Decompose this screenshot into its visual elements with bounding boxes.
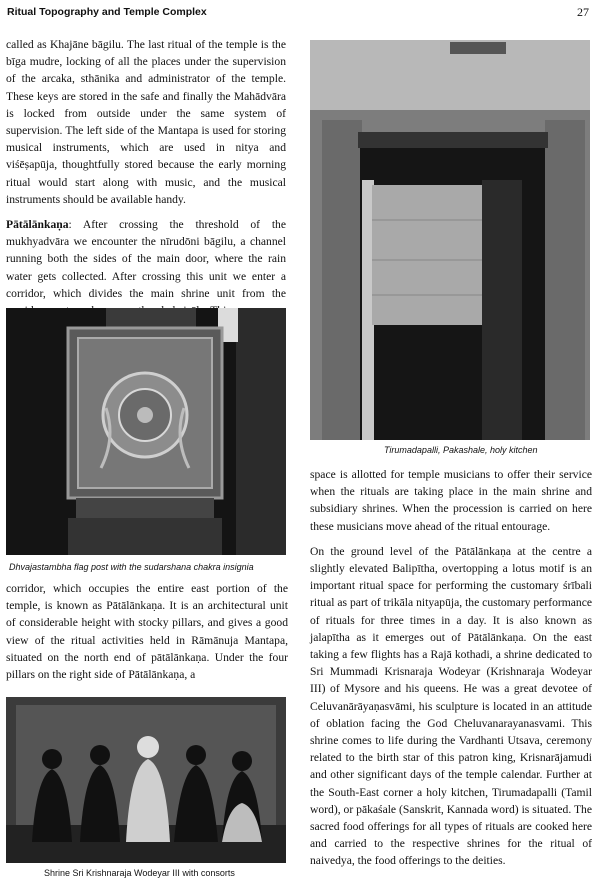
paragraph-balipitha: On the ground level of the Pātālānkaṇa at the centre a slightly elevated Balipītha, overtopping a lotus motif is an important ritual space for performing the customary śrībali ritual as part of trikāla nityapūja, the customary performance of rituals for three times in a day. It is also known as jalapītha as it emerges out of Pātālānkaṇa. On the east taking a few flights has a Rajā kothadi, a shrine dedicated to Sri Mummadi Krisnaraja Wodeyar (Krishnaraja Wodeyar III) of Mysore and his queens. He was a great devotee of Celuvanārāyaṇasvāmi, his sculpture is located in an attitude of oblation facing the God Cheluvanarayanasvami. This shrine comes to life during the Vardhanti Utsava, ceremony related to the birth star of this patron king, Krisnarājamudi and other significant days of the temple calendar. Further at the South-East corner a holy kitchen, Tirumadapalli (Tamil word), or pākaśale (Sanskrit, Kannada word) is situated. The sacred food offerings for all types of rituals are cooked here and carried to the respective shrines for the ritual of naivedya, the food offerings to the deities. [310, 544, 592, 868]
left-column-bottom-text [6, 580, 288, 683]
kitchen-photo [310, 40, 590, 440]
header-title: Ritual Topography and Temple Complex [7, 6, 207, 18]
kitchen-caption: Tirumadapalli, Pakashale, holy kitchen [384, 445, 538, 455]
paragraph-keys: called as Khajāne bāgilu. The last ritual of the temple is the bīga mudre, locking of all the places under the supervision of the arcaka, sthānika and administrator of the temple. These keys are stored in the safe and finally the Mahādvāra is locked from outside under the same system of supervision. The left side of the Mantapa is used for storing musical instruments, which are used in nitya and viśēṣapūja, thoughtfully stored because the early morning ritual would start along with music, and the musical instruments should be available handy. [6, 38, 286, 206]
shrine-photo [6, 697, 286, 863]
left-column-top-text [6, 36, 286, 319]
flagpost-photo [6, 308, 286, 555]
shrine-caption: Shrine Sri Krishnaraja Wodeyar III with consorts [44, 868, 235, 878]
term-patalankana: Pātālānkaṇa [6, 218, 69, 232]
paragraph-musicians: space is allotted for temple musicians to offer their service when the rituals are taking place in the main shrine and subsidiary shrines. When the procession is carried on here these musicians move ahead of the ritual entourage. [310, 468, 592, 533]
right-column-text [310, 466, 592, 870]
running-header [7, 4, 593, 22]
flagpost-caption: Dhvajastambha flag post with the sudarshana chakra insignia [9, 562, 254, 572]
paragraph-patalankana [6, 216, 286, 319]
page-number: 27 [577, 5, 589, 19]
paragraph-patalankana-text: : After crossing the threshold of the mukhyadvāra we encounter the nīrudōni bāgilu, a channel running both the sides of the main door, where the rain water gets collected. After crossing this unit we enter a corridor, which divides the main shrine unit from the [6, 218, 286, 300]
paragraph-corridor: corridor, which occupies the entire east portion of the temple, is known as Pātālānkaṇa. It is an architectural unit of considerable height with stocky pillars, and gives a good view of the ritual activities held in Rāmānuja Mantapa, situated on the north end of pātālānkaṇa. Under the four pillars on the right side of Pātālānkaṇa, a [6, 582, 288, 682]
